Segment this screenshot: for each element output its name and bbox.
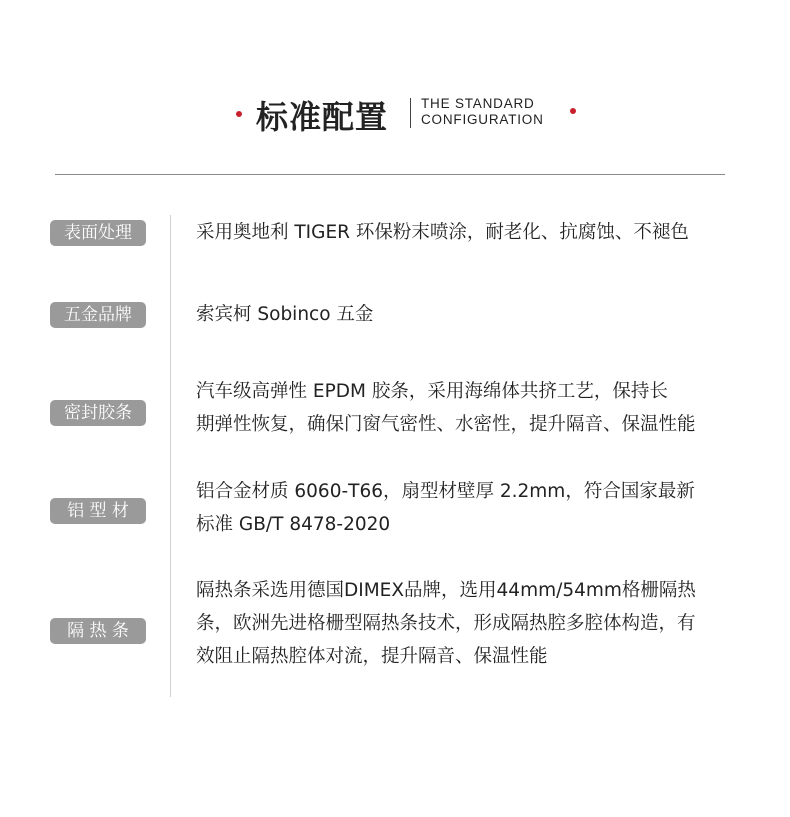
spec-line: 铝合金材质 6060-T66，扇型材壁厚 2.2mm，符合国家最新 (196, 481, 695, 502)
spec-line: 期弹性恢复，确保门窗气密性、水密性，提升隔音、保温性能 (196, 414, 696, 435)
title-english-line1: THE STANDARD (421, 96, 535, 111)
spec-seal-strip (196, 375, 756, 441)
spec-line: 条，欧洲先进格栅型隔热条技术，形成隔热腔多腔体构造，有 (196, 613, 696, 634)
title-english-line2: CONFIGURATION (421, 112, 544, 127)
spec-line: 汽车级高弹性 EPDM 胶条，采用海绵体共挤工艺，保持长 (196, 381, 668, 402)
red-dot-icon (570, 108, 576, 114)
title-chinese: 标准配置 (256, 98, 389, 136)
title-english (421, 96, 544, 128)
spec-line: 索宾柯 Sobinco 五金 (196, 304, 374, 325)
spec-hardware-brand (196, 298, 756, 331)
spec-line: 效阻止隔热腔体对流，提升隔音、保温性能 (196, 646, 548, 667)
spec-line: 标准 GB/T 8478-2020 (196, 514, 391, 535)
label-thermal-break: 隔 热 条 (50, 618, 146, 644)
spec-surface-treatment (196, 216, 756, 249)
column-divider (170, 215, 171, 697)
red-dot-icon (236, 111, 242, 117)
spec-thermal-break (196, 574, 756, 673)
section-header (0, 88, 790, 138)
label-aluminum-profile: 铝 型 材 (50, 498, 146, 524)
title-divider (410, 98, 411, 128)
label-hardware-brand: 五金品牌 (50, 302, 146, 328)
label-seal-strip: 密封胶条 (50, 400, 146, 426)
spec-aluminum-profile (196, 475, 756, 541)
label-surface-treatment: 表面处理 (50, 220, 146, 246)
spec-line: 隔热条采选用德国DIMEX品牌，选用44mm/54mm格栅隔热 (196, 580, 696, 601)
spec-line: 采用奥地利 TIGER 环保粉末喷涂，耐老化、抗腐蚀、不褪色 (196, 222, 689, 243)
header-divider (55, 174, 725, 175)
